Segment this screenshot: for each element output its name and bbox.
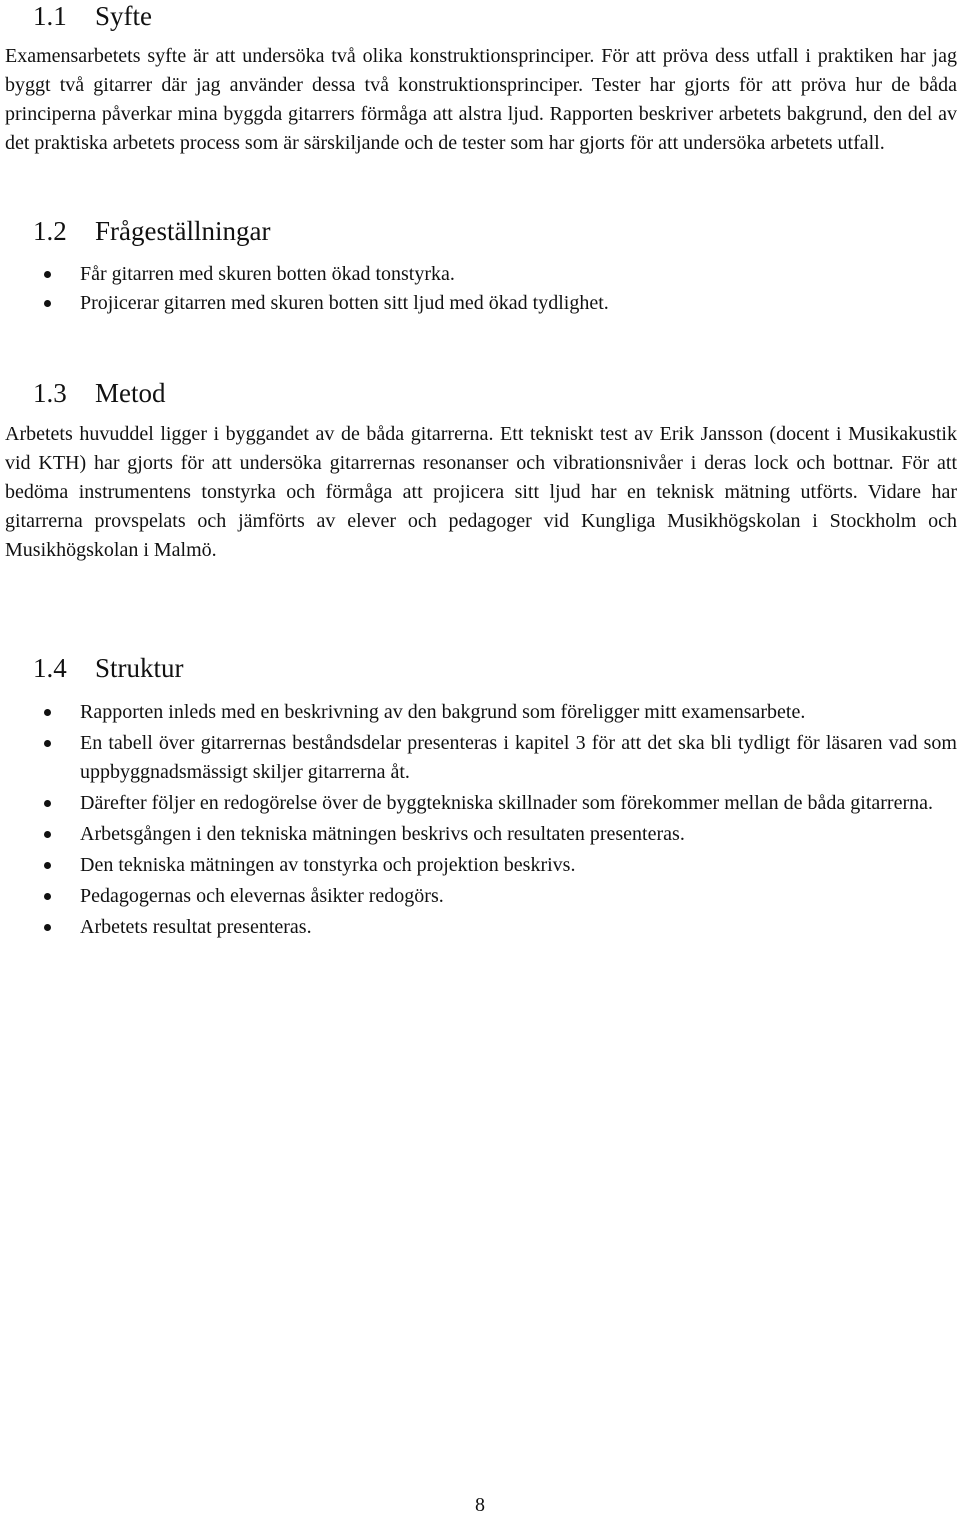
- list-item: Den tekniska mätningen av tonstyrka och projektion beskrivs.: [0, 851, 957, 880]
- fragestallningar-list: [0, 260, 957, 318]
- syfte-paragraph: Examensarbetets syfte är att undersöka två olika konstruktionsprinciper. För att pröva dess utfall i praktiken har jag byggt två gitarrer där jag använder dessa två konstruktionsprinciper. Tester har gjorts för att pröva hur de båda principerna påverkar mina byggda gitarrers förmåga att alstra ljud. Rapporten beskriver arbetets bakgrund, den del av det praktiska arbetets process som är särskiljande och de tester som har gjorts för att undersöka arbetets utfall.: [5, 45, 957, 154]
- list-item: Pedagogernas och elevernas åsikter redogörs.: [0, 882, 957, 911]
- bullet-icon: [44, 831, 51, 838]
- bullet-icon: [44, 271, 51, 278]
- struktur-list: [0, 698, 957, 942]
- section-number: 1.3: [33, 378, 67, 408]
- bullet-icon: [44, 924, 51, 931]
- list-item: Får gitarren med skuren botten ökad tonstyrka.: [0, 260, 957, 289]
- list-item: Projicerar gitarren med skuren botten sitt ljud med ökad tydlighet.: [0, 289, 957, 318]
- section-title: Metod: [95, 378, 166, 408]
- bullet-icon: [44, 300, 51, 307]
- section-title: Syfte: [95, 1, 152, 31]
- list-item: Därefter följer en redogörelse över de byggtekniska skillnader som förekommer mellan de båda gitarrerna.: [0, 789, 957, 818]
- bullet-icon: [44, 862, 51, 869]
- section-title: Struktur: [95, 653, 184, 683]
- section-title: Frågeställningar: [95, 216, 271, 246]
- bullet-icon: [44, 893, 51, 900]
- page-number: 8: [475, 1494, 485, 1516]
- section-number: 1.4: [33, 653, 67, 683]
- section-number: 1.1: [33, 1, 67, 31]
- section-number: 1.2: [33, 216, 67, 246]
- metod-paragraph: Arbetets huvuddel ligger i byggandet av de båda gitarrerna. Ett tekniskt test av Erik Jansson (docent i Musikakustik vid KTH) har gjorts för att undersöka gitarrernas resonanser och vibrationsnivåer i deras lock och bottnar. För att bedöma instrumentens tonstyrka och förmåga att projicera sitt ljud har en teknisk mätning utförts. Vidare har gitarrerna provspelats och jämförts av elever och pedagoger vid Kungliga Musikhögskolan i Stockholm och Musikhögskolan i Malmö.: [5, 423, 957, 561]
- list-item: Rapporten inleds med en beskrivning av den bakgrund som föreligger mitt examensarbete.: [0, 698, 957, 727]
- bullet-icon: [44, 709, 51, 716]
- list-item: Arbetsgången i den tekniska mätningen beskrivs och resultaten presenteras.: [0, 820, 957, 849]
- bullet-icon: [44, 740, 51, 747]
- bullet-icon: [44, 800, 51, 807]
- list-item: En tabell över gitarrernas beståndsdelar presenteras i kapitel 3 för att det ska bli tydligt för läsaren vad som uppbyggnadsmässigt skiljer gitarrerna åt.: [0, 729, 957, 787]
- list-item: Arbetets resultat presenteras.: [0, 913, 957, 942]
